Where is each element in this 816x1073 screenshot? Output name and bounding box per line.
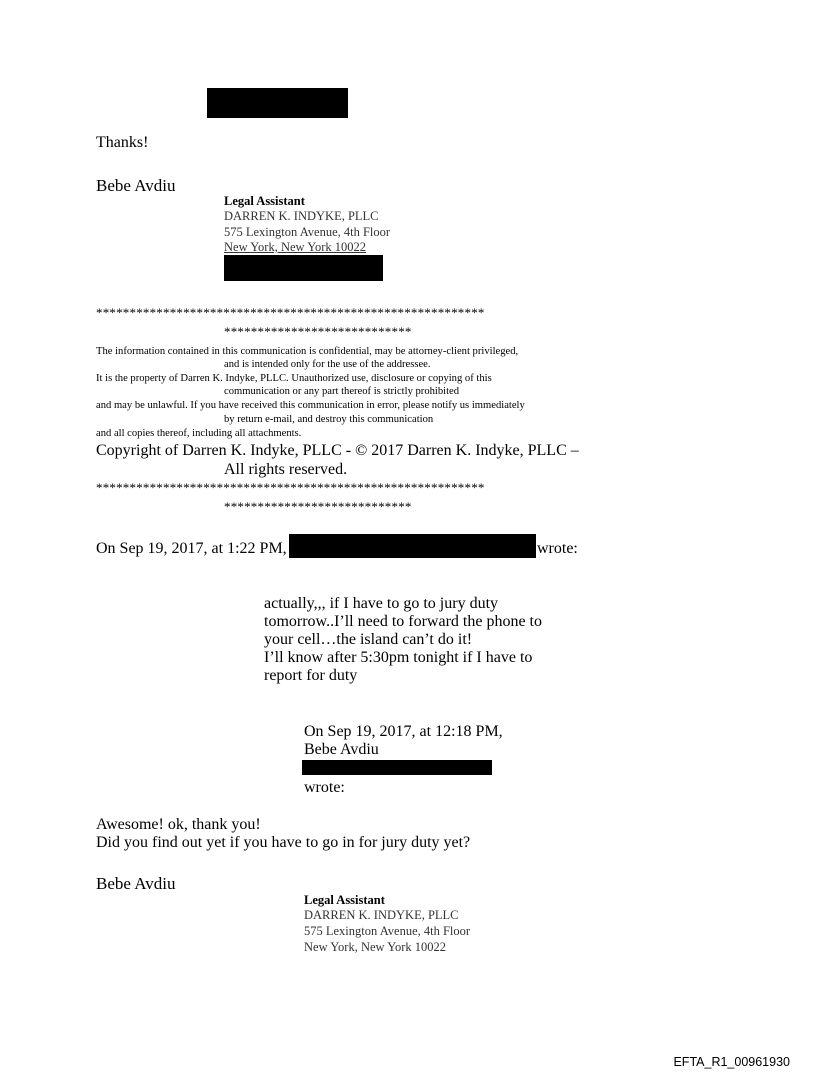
- signature-firm: DARREN K. INDYKE, PLLC: [224, 209, 379, 223]
- signature-bottom-address-line1: 575 Lexington Avenue, 4th Floor: [304, 924, 471, 938]
- reply-body-line-5: report for duty: [264, 667, 358, 684]
- reply-body-line-4: I’ll know after 5:30pm tonight if I have to: [264, 649, 533, 666]
- disclaimer-line-7: and all copies thereof, including all attachments.: [96, 428, 302, 439]
- reply-header-prefix: On Sep 19, 2017, at 1:22 PM,: [96, 540, 287, 557]
- copyright-line-1: Copyright of Darren K. Indyke, PLLC - © 2017 Darren K. Indyke, PLLC –: [96, 442, 579, 459]
- redaction-bar-signature-email: [224, 255, 383, 281]
- disclaimer-line-5: and may be unlawful. If you have received this communication in error, please notify us immediately: [96, 400, 525, 411]
- disclaimer-line-3: It is the property of Darren K. Indyke, PLLC. Unauthorized use, disclosure or copying of this: [96, 373, 492, 384]
- signature-bottom-name: Bebe Avdiu: [96, 874, 176, 893]
- separator-stars-long: **********************************************************: [96, 305, 485, 320]
- disclaimer-line-1: The information contained in this communication is confidential, may be attorney-client privileged,: [96, 346, 519, 357]
- message-line-1: Awesome! ok, thank you!: [96, 816, 261, 833]
- redaction-bar-quoted-email: [302, 760, 492, 775]
- reply-body-line-2: tomorrow..I’ll need to forward the phone to: [264, 613, 542, 630]
- message-line-2: Did you find out yet if you have to go in for jury duty yet?: [96, 834, 471, 851]
- reply-body-line-3: your cell…the island can’t do it!: [264, 631, 473, 648]
- separator-stars-short-bottom: ****************************: [224, 499, 412, 514]
- signature-address-line2: New York, New York 10022: [224, 240, 367, 254]
- signature-bottom-title: Legal Assistant: [304, 893, 385, 907]
- signature-bottom-firm: DARREN K. INDYKE, PLLC: [304, 908, 459, 922]
- reply-body-line-1: actually,,, if I have to go to jury duty: [264, 595, 499, 612]
- separator-stars-short: ****************************: [224, 324, 412, 339]
- quoted-header-line-2: Bebe Avdiu: [304, 741, 379, 758]
- reply-header-wrote: wrote:: [537, 540, 578, 557]
- disclaimer-line-4: communication or any part thereof is strictly prohibited: [224, 386, 460, 397]
- signature-address-line1: 575 Lexington Avenue, 4th Floor: [224, 225, 391, 239]
- redaction-bar-sender: [289, 534, 536, 558]
- redaction-bar-top: [207, 88, 348, 118]
- separator-stars-long-bottom: **********************************************************: [96, 480, 485, 495]
- disclaimer-line-6: by return e-mail, and destroy this communication: [224, 414, 434, 425]
- greeting-text: Thanks!: [96, 134, 149, 151]
- signature-name: Bebe Avdiu: [96, 176, 176, 195]
- disclaimer-line-2: and is intended only for the use of the addressee.: [224, 359, 431, 370]
- quoted-header-line-1: On Sep 19, 2017, at 12:18 PM,: [304, 723, 503, 740]
- signature-bottom-address-line2: New York, New York 10022: [304, 940, 447, 954]
- document-id-footer: EFTA_R1_00961930: [673, 1055, 790, 1069]
- signature-title: Legal Assistant: [224, 194, 305, 208]
- quoted-header-wrote: wrote:: [304, 779, 345, 796]
- copyright-line-2: All rights reserved.: [224, 461, 348, 478]
